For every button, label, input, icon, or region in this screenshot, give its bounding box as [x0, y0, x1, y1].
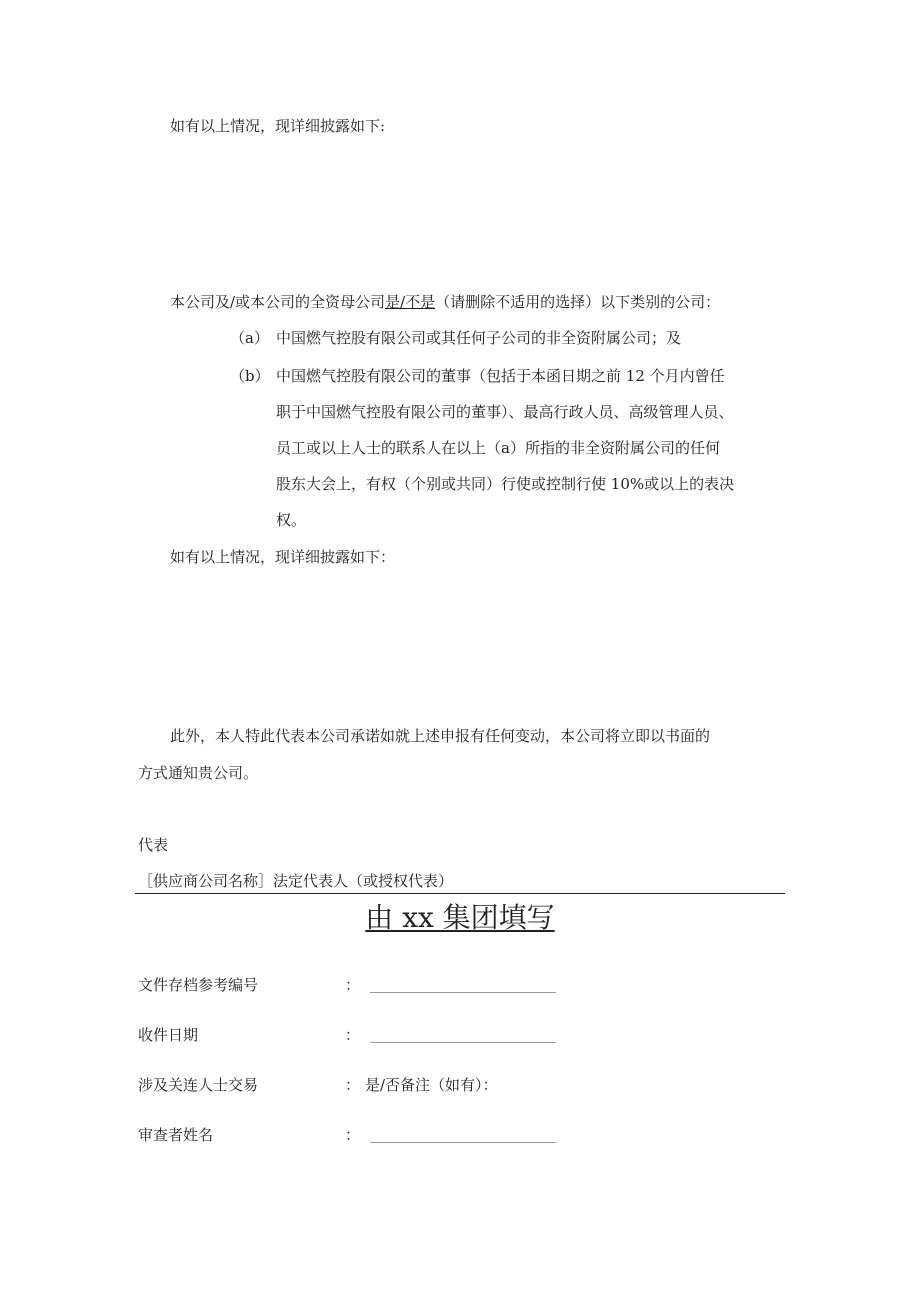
undertaking-line-1: 此外，本人特此代表本公司承诺如就上述申报有任何变动，本公司将立即以书面的 — [170, 727, 711, 745]
field-label-connected-transaction: 涉及关连人士交易 — [138, 1076, 259, 1094]
field-label-reviewer-name: 审查者姓名 — [138, 1126, 214, 1144]
office-use-title: 由 xx 集团填写 — [365, 901, 555, 934]
item-a-text: 中国燃气控股有限公司或其任何子公司的非全资附属公司；及 — [276, 329, 682, 347]
item-b-line: 权。 — [276, 511, 307, 529]
field-label-reference-number: 文件存档参考编号 — [138, 976, 259, 994]
reviewer-name-field[interactable] — [370, 1142, 556, 1143]
receipt-date-field[interactable] — [370, 1042, 556, 1043]
item-b-marker: （b） — [230, 367, 270, 385]
signatory-label: ［供应商公司名称］法定代表人（或授权代表） — [138, 872, 454, 890]
connected-transaction-field[interactable]: 是/否备注（如有）： — [365, 1076, 498, 1094]
item-a-marker: （a） — [230, 329, 269, 347]
represent-label: 代表 — [138, 836, 169, 854]
statement-prefix: 本公司及/或本公司的全资母公司 — [170, 293, 386, 311]
undertaking-line-2: 方式通知贵公司。 — [138, 764, 259, 782]
statement-suffix: （请删除不适用的选择）以下类别的公司： — [435, 293, 721, 311]
disclosure-prompt-1: 如有以上情况，现详细披露如下: — [170, 117, 386, 135]
disclosure-prompt-2: 如有以上情况，现详细披露如下： — [170, 548, 396, 566]
item-b-line: 中国燃气控股有限公司的董事（包括于本函日期之前 12 个月内曾任 — [276, 367, 725, 385]
section-divider — [135, 893, 785, 894]
field-label-receipt-date: 收件日期 — [138, 1026, 199, 1044]
reference-number-field[interactable] — [370, 992, 556, 993]
company-category-statement — [170, 292, 720, 312]
field-colon: ： — [345, 1076, 361, 1094]
item-b-line: 职于中国燃气控股有限公司的董事）、最高行政人员、高级管理人员、 — [276, 403, 734, 421]
item-b-line: 股东大会上，有权（个别或共同）行使或控制行使 10%或以上的表决 — [276, 475, 735, 493]
field-colon: ： — [345, 1026, 361, 1044]
item-b-line: 员工或以上人士的联系人在以上（a）所指的非全资附属公司的任何 — [276, 439, 720, 457]
yes-no-choice[interactable]: 是/不是 — [385, 293, 436, 311]
field-colon: ： — [345, 976, 361, 994]
field-colon: ： — [345, 1126, 361, 1144]
